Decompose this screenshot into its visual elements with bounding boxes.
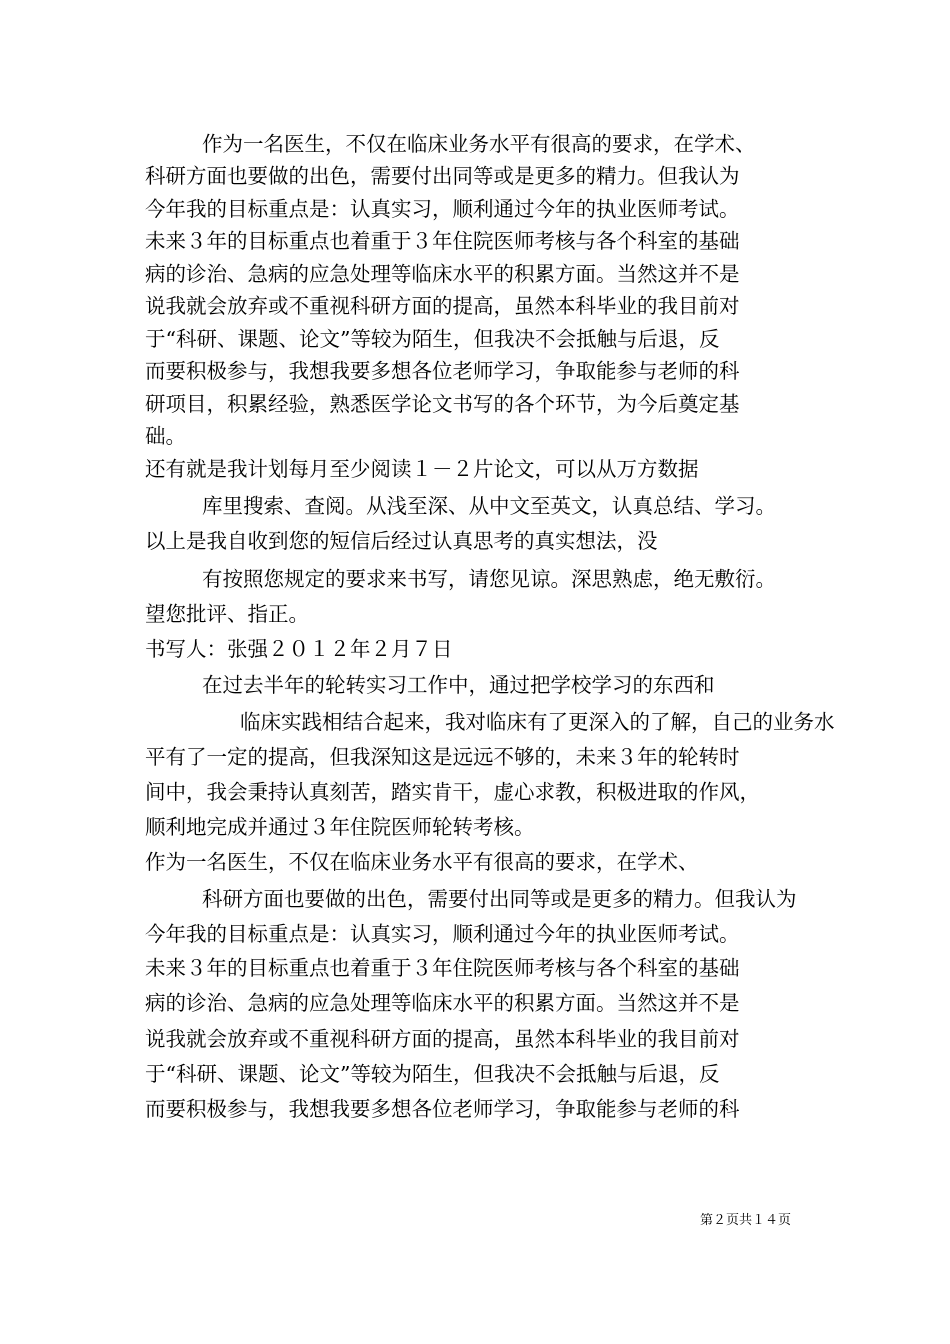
text-line: 书写人：张强２０１２年２月７日 (145, 637, 453, 661)
page-number: 第２页共１４页 (700, 1213, 792, 1228)
text-line: 研项目，积累经验，熟悉医学论文书写的各个环节，为今后奠定基 (145, 392, 740, 416)
text-line: 今年我的目标重点是：认真实习，顺利通过今年的执业医师考试。 (145, 922, 740, 946)
text-line: 今年我的目标重点是：认真实习，顺利通过今年的执业医师考试。 (145, 197, 740, 221)
text-line: 于“科研、课题、论文”等较为陌生，但我决不会抵触与后退，反 (145, 327, 720, 351)
text-line: 作为一名医生，不仅在临床业务水平有很高的要求，在学术、 (145, 850, 699, 874)
text-line: 说我就会放弃或不重视科研方面的提高，虽然本科毕业的我目前对 (145, 1027, 740, 1051)
text-line: 科研方面也要做的出色，需要付出同等或是更多的精力。但我认为 (202, 887, 797, 911)
text-line: 说我就会放弃或不重视科研方面的提高，虽然本科毕业的我目前对 (145, 294, 740, 318)
text-line: 间中，我会秉持认真刻苦，踏实肯干，虚心求教，积极进取的作风， (145, 780, 760, 804)
text-line: 础。 (145, 424, 186, 448)
text-line: 在过去半年的轮转实习工作中，通过把学校学习的东西和 (202, 673, 715, 697)
text-line: 未来３年的目标重点也着重于３年住院医师考核与各个科室的基础 (145, 229, 740, 253)
text-line: 作为一名医生，不仅在临床业务水平有很高的要求，在学术、 (202, 132, 756, 156)
text-line: 科研方面也要做的出色，需要付出同等或是更多的精力。但我认为 (145, 164, 740, 188)
text-line: 平有了一定的提高，但我深知这是远远不够的，未来３年的轮转时 (145, 745, 740, 769)
text-line: 有按照您规定的要求来书写，请您见谅。深思熟虑，绝无敷衍。 (202, 567, 776, 591)
text-line: 而要积极参与，我想我要多想各位老师学习，争取能参与老师的科 (145, 359, 740, 383)
text-line: 病的诊治、急病的应急处理等临床水平的积累方面。当然这并不是 (145, 991, 740, 1015)
text-line: 望您批评、指正。 (145, 602, 309, 626)
text-line: 顺利地完成并通过３年住院医师轮转考核。 (145, 815, 535, 839)
text-line: 库里搜索、查阅。从浅至深、从中文至英文，认真总结、学习。 (202, 494, 776, 518)
text-line: 而要积极参与，我想我要多想各位老师学习，争取能参与老师的科 (145, 1097, 740, 1121)
text-line: 还有就是我计划每月至少阅读１－２片论文，可以从万方数据 (145, 457, 699, 481)
text-line: 未来３年的目标重点也着重于３年住院医师考核与各个科室的基础 (145, 956, 740, 980)
text-line: 病的诊治、急病的应急处理等临床水平的积累方面。当然这并不是 (145, 262, 740, 286)
text-line: 于“科研、课题、论文”等较为陌生，但我决不会抵触与后退，反 (145, 1062, 720, 1086)
text-line: 以上是我自收到您的短信后经过认真思考的真实想法，没 (145, 529, 658, 553)
text-line: 临床实践相结合起来，我对临床有了更深入的了解，自己的业务水 (240, 710, 835, 734)
